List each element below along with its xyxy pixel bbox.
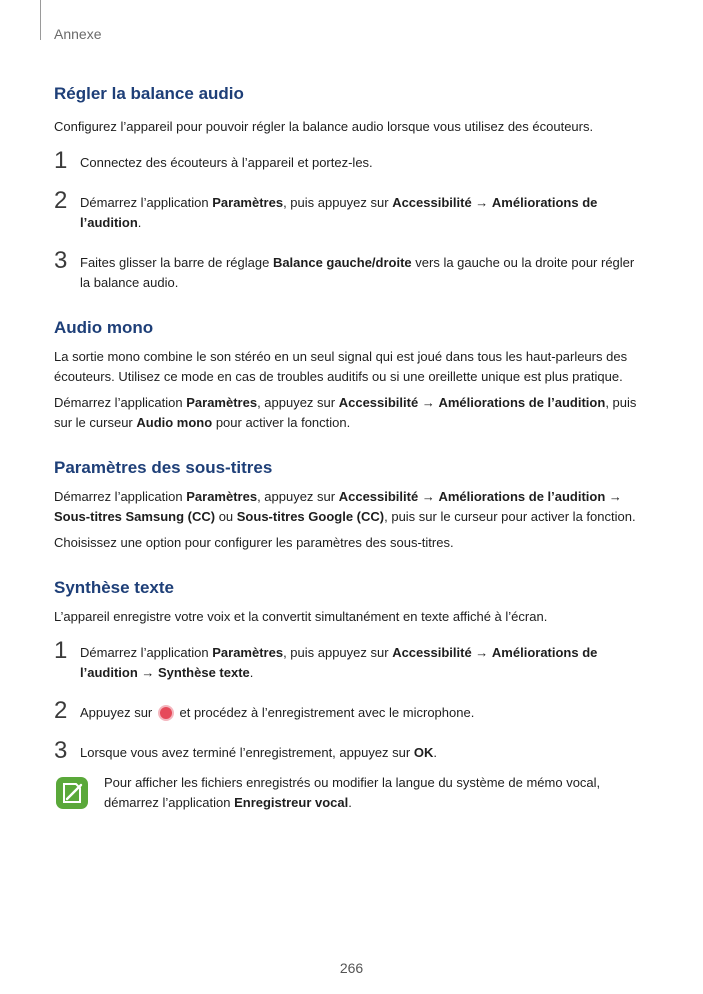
heading-subtitles: Paramètres des sous-titres <box>54 458 273 477</box>
heading-speech-to-text: Synthèse texte <box>54 578 174 597</box>
step-number: 1 <box>54 637 68 664</box>
note-text: Pour afficher les fichiers enregistrés ou modifier la langue du système de mémo vocal, démarrez l’application Enregistreur vocal. <box>104 775 601 810</box>
step-number: 2 <box>54 697 68 724</box>
note-block <box>54 773 644 813</box>
mono-instructions: Démarrez l’application Paramètres, appuyez sur Accessibilité → Améliorations de l’audition, puis sur le curseur Audio mono pour activer la fonction. <box>54 395 637 430</box>
heading-balance-audio: Régler la balance audio <box>54 84 244 103</box>
speech-intro: L’appareil enregistre votre voix et la convertit simultanément en texte affiché à l’écran. <box>54 609 548 624</box>
record-icon <box>158 705 174 721</box>
balance-step-3 <box>54 247 644 293</box>
balance-intro: Configurez l’appareil pour pouvoir régler la balance audio lorsque vous utilisez des écouteurs. <box>54 119 594 134</box>
section-label: Annexe <box>54 26 102 42</box>
step-text: Faites glisser la barre de réglage Balance gauche/droite vers la gauche ou la droite pour régler la balance audio. <box>80 255 635 290</box>
step-text: Appuyez sur et procédez à l’enregistrement avec le microphone. <box>80 705 475 720</box>
step-number: 1 <box>54 147 68 174</box>
step-text: Lorsque vous avez terminé l’enregistrement, appuyez sur OK. <box>80 745 437 760</box>
balance-step-1 <box>54 147 644 174</box>
header-rule <box>40 0 41 40</box>
speech-step-2 <box>54 697 644 724</box>
heading-audio-mono: Audio mono <box>54 318 154 337</box>
page-content <box>54 83 644 813</box>
step-text: Connectez des écouteurs à l’appareil et portez-les. <box>80 155 373 170</box>
speech-step-3 <box>54 737 644 764</box>
mono-description: La sortie mono combine le son stéréo en un seul signal qui est joué dans tous les haut-parleurs des écouteurs. Utilisez ce mode en cas de troubles auditifs ou si une oreillette unique est plus pratique. <box>54 349 628 384</box>
subtitles-instructions: Démarrez l’application Paramètres, appuyez sur Accessibilité → Améliorations de l’audition → Sous-titres Samsung (CC) ou Sous-titres Google (CC), puis sur le curseur pour activer la fonction. <box>54 489 636 524</box>
page-number: 266 <box>339 960 364 976</box>
speech-step-1 <box>54 637 644 683</box>
step-number: 2 <box>54 187 68 214</box>
balance-step-2 <box>54 187 644 233</box>
step-number: 3 <box>54 737 68 764</box>
step-number: 3 <box>54 247 68 274</box>
step-text: Démarrez l’application Paramètres, puis appuyez sur Accessibilité → Améliorations de l’audition → Synthèse texte. <box>80 645 598 680</box>
note-icon <box>54 775 90 811</box>
subtitles-options: Choisissez une option pour configurer les paramètres des sous-titres. <box>54 535 454 550</box>
step-text: Démarrez l’application Paramètres, puis appuyez sur Accessibilité → Améliorations de l’audition. <box>80 195 598 230</box>
